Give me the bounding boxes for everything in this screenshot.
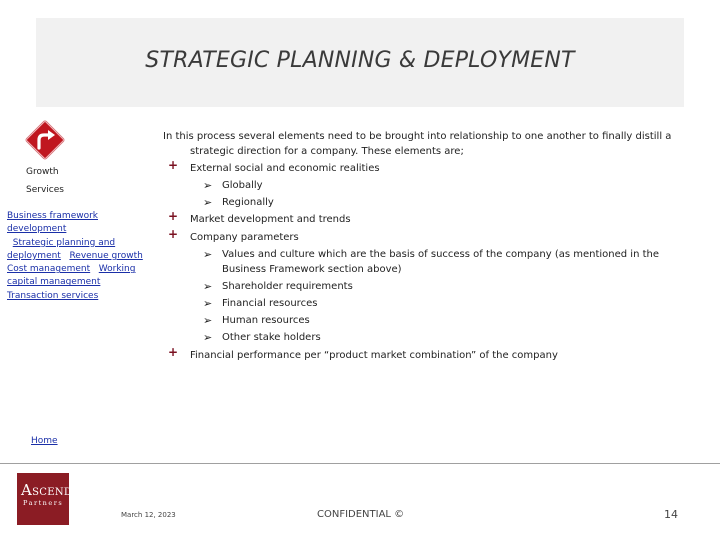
sub-bullet-text: Regionally: [222, 197, 274, 208]
intro-text: strategic direction for a company. These elements are;: [190, 146, 464, 157]
nav-link-cost-management[interactable]: Cost management: [7, 264, 91, 275]
sub-bullet-text: Globally: [222, 180, 263, 191]
nav-row: [7, 237, 157, 264]
sidebar-nav: [7, 210, 157, 303]
nav-link-business-framework[interactable]: Business framework development: [7, 211, 99, 235]
intro-text: In this process several elements need to be brought into relationship to one another to finally distill a: [163, 131, 672, 142]
bullet-text: Financial performance per “product market combination” of the company: [190, 350, 558, 361]
nav-row: [7, 210, 107, 237]
plus-bullet-icon: +: [168, 209, 179, 223]
bullet-text: External social and economic realities: [190, 163, 380, 174]
arrow-bullet-icon: ➢: [203, 280, 213, 293]
nav-row: [7, 263, 157, 290]
sub-bullet-text: Financial resources: [222, 298, 318, 309]
footer-confidential: CONFIDENTIAL ©: [317, 509, 405, 520]
arrow-bullet-icon: ➢: [203, 196, 213, 209]
plus-bullet-icon: +: [168, 227, 179, 241]
sub-bullet-text: Shareholder requirements: [222, 281, 353, 292]
page-number: 14: [664, 508, 678, 521]
ascend-partners-logo: [17, 473, 73, 525]
nav-link-revenue-growth[interactable]: Revenue growth: [69, 250, 143, 261]
arrow-bullet-icon: ➢: [203, 314, 213, 327]
footer-date: March 12, 2023: [121, 511, 176, 519]
sub-bullet-text: Human resources: [222, 315, 310, 326]
sub-bullet-text: Values and culture which are the basis of success of the company (as mentioned in the: [222, 249, 660, 260]
nav-link-transaction-services[interactable]: Transaction services: [7, 290, 99, 301]
plus-bullet-icon: +: [168, 345, 179, 359]
growth-label: Growth: [26, 167, 59, 177]
arrow-bullet-icon: ➢: [203, 179, 213, 192]
home-link[interactable]: Home: [31, 436, 58, 446]
nav-link-working-capital[interactable]: Working capital management: [7, 264, 136, 288]
bullet-text: Market development and trends: [190, 214, 351, 225]
nav-link-strategic-planning[interactable]: Strategic planning and deployment: [7, 237, 116, 261]
logo-subtitle: Partners: [23, 499, 64, 507]
plus-bullet-icon: +: [168, 158, 179, 172]
nav-row: [7, 290, 157, 303]
services-label: Services: [26, 185, 64, 195]
slide-title: STRATEGIC PLANNING & DEPLOYMENT: [145, 48, 575, 73]
curved-arrow-sign-icon: [22, 117, 68, 163]
arrow-bullet-icon: ➢: [203, 248, 213, 261]
arrow-bullet-icon: ➢: [203, 331, 213, 344]
bullet-text: Company parameters: [190, 232, 299, 243]
arrow-bullet-icon: ➢: [203, 297, 213, 310]
sub-bullet-text: Business Framework section above): [222, 264, 402, 275]
footer-divider: [0, 463, 720, 464]
logo-wordmark: ASCEND: [21, 481, 73, 499]
sub-bullet-text: Other stake holders: [222, 332, 321, 343]
